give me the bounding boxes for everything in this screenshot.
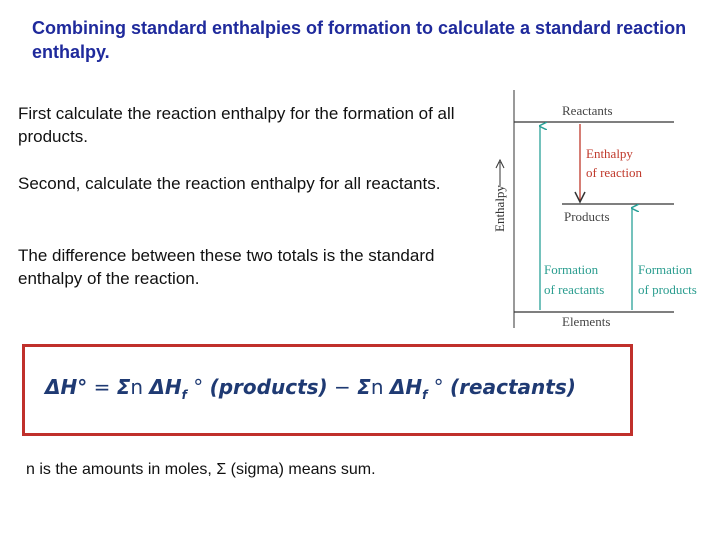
formula-equals: = bbox=[87, 375, 117, 399]
reactants-label: Reactants bbox=[562, 103, 613, 118]
formula-sigma-2: Σ bbox=[357, 375, 371, 399]
enthalpy-of-reaction-label-1: Enthalpy bbox=[586, 146, 633, 161]
paragraph-first: First calculate the reaction enthalpy for the formation of all products. bbox=[18, 104, 455, 146]
formula-dh-1: ΔH bbox=[149, 375, 182, 399]
formula-sub-2: f bbox=[422, 388, 428, 402]
page-title: Combining standard enthalpies of formation to calculate a standard reaction enthalpy. bbox=[32, 18, 687, 62]
footnote: n is the amounts in moles, Σ (sigma) means sum. bbox=[26, 461, 376, 478]
formula-products: (products) bbox=[209, 375, 328, 399]
elements-label: Elements bbox=[562, 314, 611, 329]
formula-dh-2: ΔH bbox=[389, 375, 423, 399]
formation-reactants-label-1: Formation bbox=[544, 262, 599, 277]
formula-n-2: n bbox=[370, 375, 390, 399]
formula-minus: − bbox=[327, 375, 358, 399]
products-label: Products bbox=[564, 209, 610, 224]
formation-reactants-label-2: of reactants bbox=[544, 282, 605, 297]
formula-deg-2: ° bbox=[427, 375, 451, 399]
formula-sub-1: f bbox=[181, 388, 187, 402]
formula-box bbox=[22, 344, 633, 436]
formation-products-label-2: of products bbox=[638, 282, 697, 297]
enthalpy-axis-label bbox=[492, 185, 507, 232]
formula-n-1: n bbox=[130, 375, 150, 399]
paragraph-second: Second, calculate the reaction enthalpy for all reactants. bbox=[18, 174, 441, 193]
formation-products-label-1: Formation bbox=[638, 262, 693, 277]
enthalpy-formula bbox=[45, 375, 576, 402]
paragraph-third: The difference between these two totals is the standard enthalpy of the reaction. bbox=[18, 246, 435, 288]
formula-deg-1: ° bbox=[186, 375, 210, 399]
formula-reactants: (reactants) bbox=[450, 375, 576, 399]
axis-label-text: Enthalpy bbox=[492, 185, 507, 232]
formula-sigma-1: Σ bbox=[116, 375, 131, 399]
enthalpy-of-reaction-label-2: of reaction bbox=[586, 165, 642, 180]
enthalpy-diagram bbox=[484, 84, 720, 334]
formula-delta-h: ΔH° bbox=[45, 375, 88, 399]
